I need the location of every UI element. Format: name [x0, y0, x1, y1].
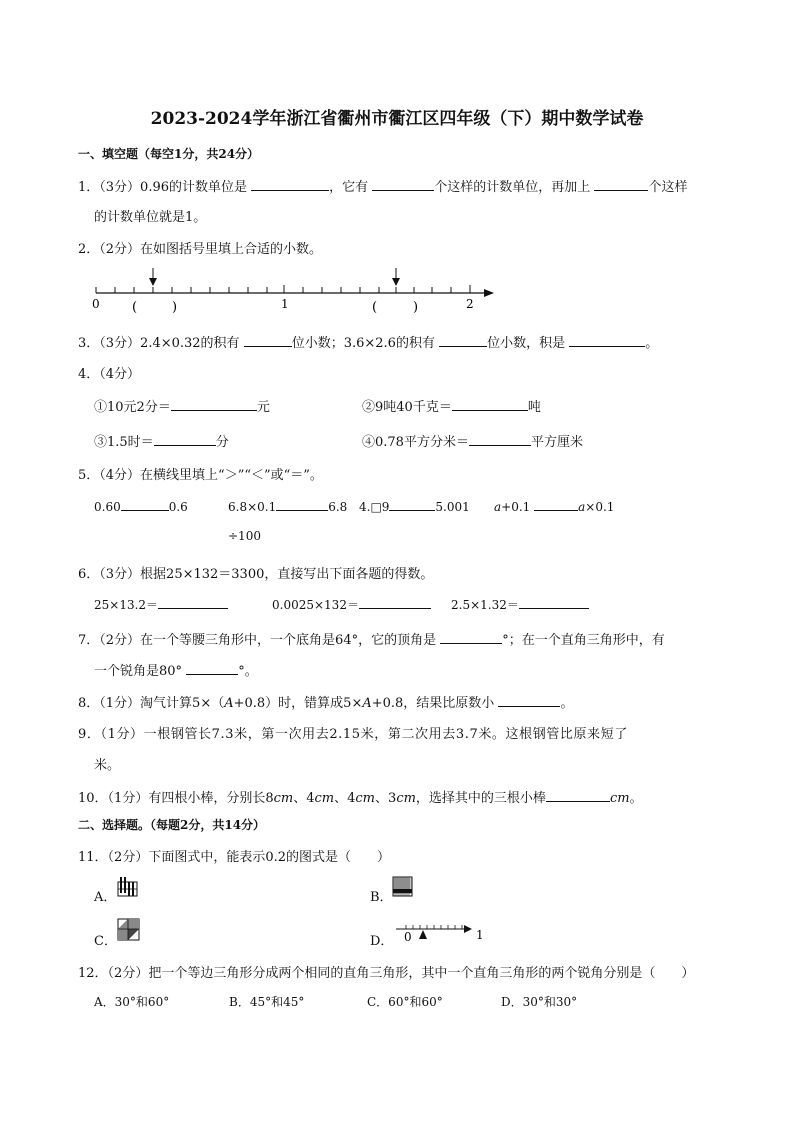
question-7-text: 一个锐角是80° — [94, 664, 183, 679]
compare-left: 4.□9 — [359, 500, 390, 514]
question-1-line-2: 的计数单位就是1。 — [94, 210, 207, 225]
question-4-item-3 — [94, 431, 229, 450]
answer-blank[interactable] — [594, 178, 648, 191]
answer-blank[interactable] — [251, 178, 329, 191]
answer-blank[interactable] — [276, 498, 328, 511]
variable-a: a — [494, 500, 502, 514]
item-text: 25×13.2＝ — [94, 598, 159, 612]
compare-right: 5.001 — [435, 500, 470, 514]
section-heading-fill-blank: 一、填空题（每空1分，共24分） — [78, 147, 260, 161]
question-8-text: +0.8）时，错算成5× — [233, 696, 363, 711]
answer-blank[interactable] — [244, 334, 292, 347]
question-7-text: °；在一个直角三角形中，有 — [502, 633, 665, 648]
question-5-compare-1 — [94, 498, 188, 514]
question-3-text: 位小数；3.6×2.6的积有 — [291, 336, 435, 351]
unit-cm: cm — [609, 791, 630, 806]
question-4-item-1 — [94, 396, 270, 415]
option-b[interactable]: B．45°和45° — [229, 995, 305, 1009]
question-1-text: 个这样 — [648, 180, 688, 195]
compare-left: 6.8×0.1 — [228, 500, 277, 514]
tick-label-2: 2 — [466, 297, 474, 311]
question-8-text: +0.8，结果比原数小 — [371, 696, 495, 711]
answer-blank[interactable] — [372, 178, 434, 191]
tick-label-1: 1 — [281, 297, 289, 311]
item-text: ①10元2分＝ — [94, 400, 171, 415]
question-4-text: 4．（4分） — [78, 367, 141, 382]
option-b-label[interactable]: B． — [370, 890, 393, 905]
question-5-compare-4 — [494, 498, 614, 514]
number-line-arrowhead — [484, 289, 494, 297]
question-8-text: 8．（1分）淘气计算5×（ — [78, 696, 225, 711]
unit-cm: cm — [314, 791, 335, 806]
answer-blank[interactable] — [186, 662, 238, 675]
question-7-line-2 — [94, 660, 258, 679]
triangle-marker-icon — [419, 930, 427, 939]
item-text: ④0.78平方分米＝ — [362, 435, 469, 450]
option-a-figure[interactable] — [116, 876, 140, 898]
unit-cm: cm — [396, 791, 416, 806]
answer-paren-right: ) — [172, 300, 178, 315]
question-4-item-4 — [362, 431, 583, 450]
unit-cm: cm — [355, 791, 376, 806]
question-10-text: ，选择其中的三根小棒 — [415, 791, 546, 806]
compare-right: 0.6 — [168, 500, 188, 514]
item-text: ③1.5时＝ — [94, 435, 154, 450]
question-3-text: 3．（3分）2.4×0.32的积有 — [78, 336, 240, 351]
answer-blank[interactable] — [452, 398, 528, 411]
question-4-item-2 — [362, 396, 541, 415]
option-c-figure[interactable] — [116, 916, 142, 942]
question-10-text: 10．（1分）有四根小棒，分别长8 — [78, 791, 274, 806]
answer-blank[interactable] — [439, 334, 487, 347]
length-value: 4 — [306, 791, 315, 806]
question-1-line-1 — [78, 176, 687, 195]
compare-left: 0.60 — [94, 500, 121, 514]
page-title: 2023-2024学年浙江省衢州市衢江区四年级（下）期中数学试卷 — [150, 109, 644, 129]
question-1-text: 1．（3分）0.96的计数单位是 — [78, 180, 247, 195]
question-1-text: 个这样的计数单位，再加上 — [434, 180, 591, 195]
question-6-item-1 — [94, 596, 228, 613]
tick-label-0: 0 — [92, 297, 100, 311]
option-b-figure[interactable] — [392, 876, 414, 898]
question-7-text: 7．（2分）在一个等腰三角形中，一个底角是64°，它的顶角是 — [78, 633, 437, 648]
question-8-text: 。 — [560, 696, 574, 711]
answer-blank[interactable] — [546, 789, 610, 802]
length-value: 3 — [388, 791, 397, 806]
compare-right: ×0.1 — [585, 500, 615, 514]
question-6-text: 6．（3分）根据25×132＝3300，直接写出下面各题的得数。 — [78, 567, 434, 582]
question-7-text: °。 — [238, 664, 258, 679]
question-11-text: 11．（2分）下面图式中，能表示0.2的图式是（ ） — [78, 850, 390, 865]
answer-blank[interactable] — [389, 498, 435, 511]
separator: 、 — [334, 791, 348, 806]
question-5-compare-2 — [228, 498, 347, 514]
variable-a: a — [578, 500, 586, 514]
item-text: ②9吨40千克＝ — [362, 400, 452, 415]
option-c[interactable]: C．60°和60° — [367, 995, 443, 1009]
answer-paren-left: ( — [132, 300, 138, 315]
option-d-tick-1: 1 — [476, 928, 484, 942]
item-unit: 平方厘米 — [530, 435, 583, 450]
option-d-tick-0: 0 — [404, 930, 412, 944]
answer-blank[interactable] — [154, 433, 216, 446]
answer-blank[interactable] — [534, 498, 578, 511]
section-heading-choice: 二、选择题。（每题2分，共14分） — [78, 818, 266, 832]
answer-blank[interactable] — [519, 596, 589, 609]
answer-blank[interactable] — [469, 433, 531, 446]
answer-blank[interactable] — [121, 498, 169, 511]
answer-blank[interactable] — [569, 334, 645, 347]
question-9-line-1: 9．（1分）一根钢管长7.3米，第一次用去2.15米，第二次用去3.7米。这根钢管比原来短了 — [78, 727, 628, 742]
question-9-line-2: 米。 — [94, 758, 121, 773]
answer-blank[interactable] — [359, 596, 431, 609]
question-5-compare-3 — [359, 498, 470, 514]
compare-left: +0.1 — [501, 500, 531, 514]
item-text: 0.0025×132＝ — [272, 598, 359, 612]
option-d-label[interactable]: D． — [370, 934, 394, 949]
variable-A: A — [224, 696, 234, 711]
question-10-text: 。 — [629, 791, 643, 806]
option-a[interactable]: A．30°和60° — [94, 995, 170, 1009]
answer-blank[interactable] — [440, 631, 502, 644]
option-c-label[interactable]: C． — [94, 934, 117, 949]
question-3-text: 位小数，积是 — [487, 336, 566, 351]
number-line-figure — [86, 266, 506, 318]
option-d-figure[interactable] — [392, 916, 484, 946]
question-6-item-3 — [451, 596, 589, 613]
answer-paren-left: ( — [372, 300, 378, 315]
length-value: 4 — [347, 791, 356, 806]
question-2-text: 2．（2分）在如图括号里填上合适的小数。 — [78, 242, 323, 257]
question-1-text: ，它有 — [329, 180, 369, 195]
answer-blank[interactable] — [171, 398, 257, 411]
answer-blank[interactable] — [158, 596, 228, 609]
item-text: 2.5×1.32＝ — [451, 598, 519, 612]
option-d[interactable]: D．30°和30° — [501, 995, 578, 1009]
separator: 、 — [375, 791, 389, 806]
answer-blank[interactable] — [498, 694, 560, 707]
question-6-item-2 — [272, 596, 431, 613]
question-3 — [78, 332, 658, 351]
arrow-down-icon — [392, 278, 400, 286]
separator: 、 — [293, 791, 307, 806]
question-3-text: 。 — [645, 336, 659, 351]
variable-A: A — [362, 696, 372, 711]
question-12-text: 12．（2分）把一个等边三角形分成两个相同的直角三角形，其中一个直角三角形的两个锐角分别是（ ） — [78, 966, 695, 981]
question-7-line-1 — [78, 629, 665, 648]
answer-paren-right: ) — [413, 300, 419, 315]
question-5-compare-2-continued: ÷100 — [228, 529, 261, 543]
compare-right: 6.8 — [328, 500, 348, 514]
item-unit: 分 — [215, 435, 229, 450]
question-10 — [78, 787, 643, 806]
question-5-text: 5．（4分）在横线里填上“＞”“＜”或“＝”。 — [78, 468, 323, 483]
number-line-ticks — [96, 285, 470, 293]
arrow-down-icon — [149, 278, 157, 286]
option-a-label[interactable]: A． — [94, 890, 117, 905]
item-unit: 吨 — [527, 400, 541, 415]
item-unit: 元 — [256, 400, 270, 415]
question-8 — [78, 692, 573, 711]
unit-cm: cm — [273, 791, 294, 806]
